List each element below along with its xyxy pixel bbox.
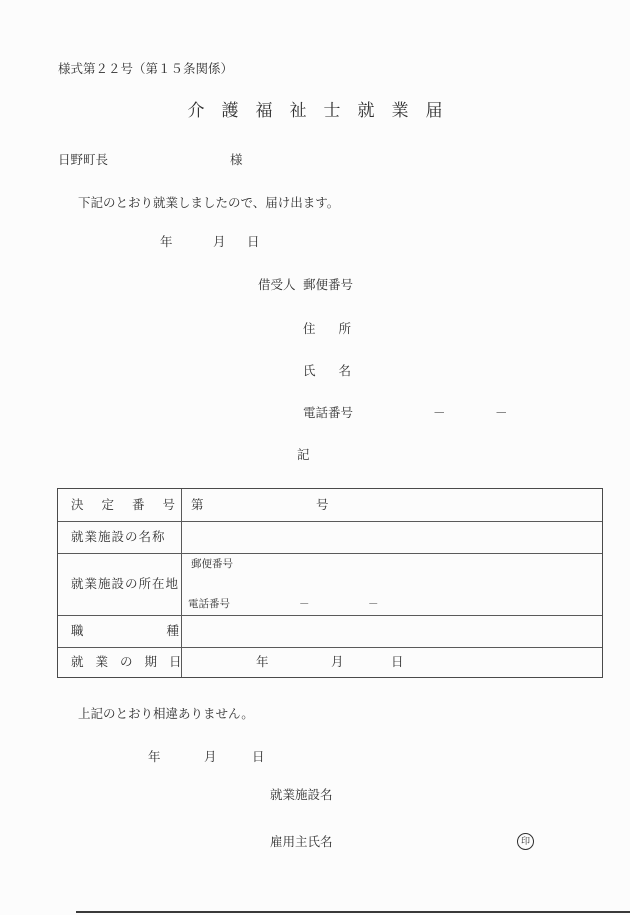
phone-dash: － xyxy=(368,599,379,610)
facility-postal-label: 郵便番号 xyxy=(191,559,233,570)
employment-date-year-label: 年 xyxy=(256,655,269,669)
employment-date-day-label: 日 xyxy=(391,655,404,669)
seal-stamp: 印 xyxy=(517,833,534,850)
row-occupation-label: 職種 xyxy=(71,624,263,638)
addressee-honorific: 様 xyxy=(230,153,243,167)
details-table xyxy=(57,488,603,678)
applicant-postal-label: 郵便番号 xyxy=(303,278,354,292)
table-row-divider xyxy=(58,615,602,616)
form-number: 様式第２２号（第１５条関係） xyxy=(58,62,234,76)
statement: 下記のとおり就業しましたので、届け出ます。 xyxy=(78,196,340,210)
row-facility-name-label: 就業施設の名称 xyxy=(71,530,166,544)
date-day-label: 日 xyxy=(247,235,260,249)
table-column-divider xyxy=(181,489,182,677)
scan-edge-line xyxy=(76,911,630,913)
applicant-name-label: 氏名 xyxy=(303,364,375,378)
decision-number-prefix: 第 xyxy=(191,498,204,512)
row-decision-number-label: 決定番号 xyxy=(71,498,194,512)
phone-dash: － xyxy=(299,599,310,610)
footer-date-month-label: 月 xyxy=(204,750,217,764)
employer-name-label: 雇用主氏名 xyxy=(270,835,333,849)
phone-dash: － xyxy=(495,406,508,420)
table-row-divider xyxy=(58,647,602,648)
facility-phone-label: 電話番号 xyxy=(188,599,230,610)
employment-date-month-label: 月 xyxy=(331,655,344,669)
applicant-address-label: 住所 xyxy=(303,322,375,336)
table-row-divider xyxy=(58,521,602,522)
document-title: 介護福祉士就業届 xyxy=(187,101,460,120)
applicant-phone-label: 電話番号 xyxy=(303,406,354,420)
phone-dash: － xyxy=(433,406,446,420)
date-month-label: 月 xyxy=(213,235,226,249)
addressee: 日野町長 xyxy=(58,153,109,167)
applicant-role-label: 借受人 xyxy=(258,278,296,292)
footer-date-year-label: 年 xyxy=(148,750,161,764)
row-employment-date-label: 就業の期日 xyxy=(71,655,194,669)
decision-number-suffix: 号 xyxy=(316,498,329,512)
table-row-divider xyxy=(58,553,602,554)
notice-marker: 記 xyxy=(297,448,310,462)
attestation: 上記のとおり相違ありません。 xyxy=(78,707,254,721)
facility-name-label: 就業施設名 xyxy=(270,788,333,802)
date-year-label: 年 xyxy=(160,235,173,249)
footer-date-day-label: 日 xyxy=(252,750,265,764)
row-facility-address-label: 就業施設の所在地 xyxy=(71,577,180,591)
